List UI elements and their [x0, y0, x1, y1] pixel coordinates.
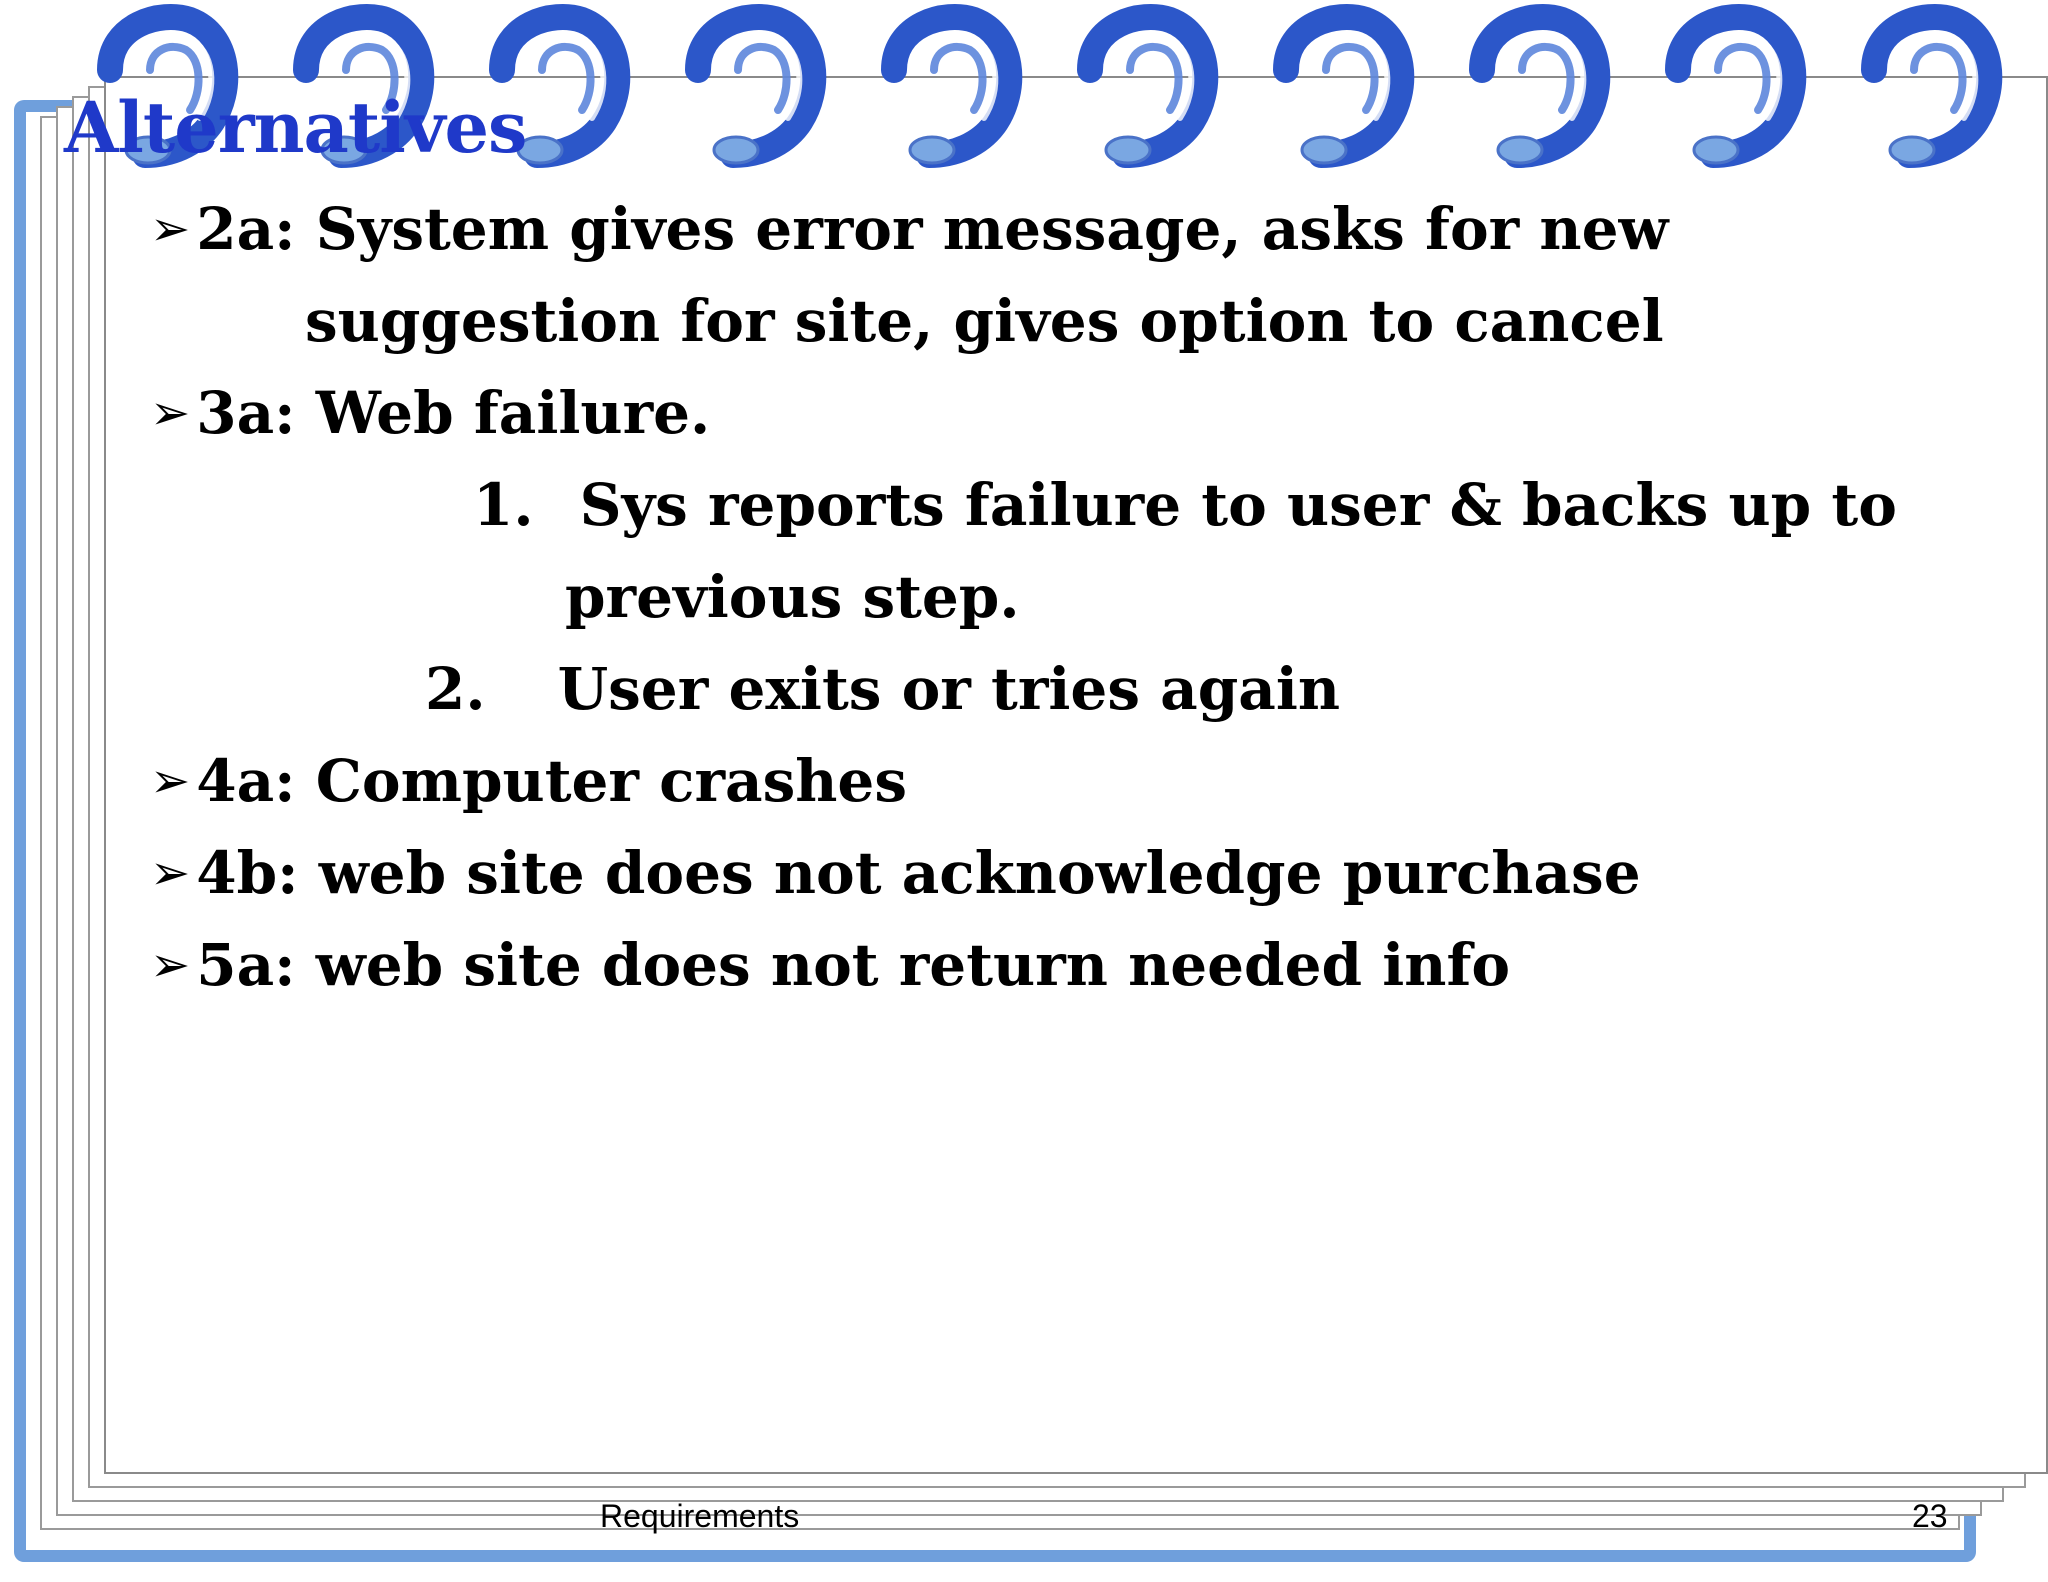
- arrowhead-bullet-icon: ➢: [150, 937, 191, 993]
- page-number: 23: [1912, 1498, 1948, 1534]
- numbered-item: [425, 655, 1341, 723]
- list-item-continuation: suggestion for site, gives option to cancel: [305, 287, 1664, 355]
- numbered-item: [473, 471, 1897, 539]
- list-item: [150, 195, 1669, 263]
- list-item: [150, 747, 907, 815]
- arrowhead-bullet-icon: ➢: [150, 753, 191, 809]
- list-item-text: 5a: web site does not return needed info: [196, 931, 1511, 999]
- list-item: [150, 931, 1511, 999]
- item-number: 1.: [473, 471, 534, 539]
- list-item: [150, 379, 711, 447]
- numbered-item-continuation: previous step.: [565, 563, 1020, 631]
- item-number: 2.: [425, 655, 486, 723]
- list-item: [150, 839, 1641, 907]
- numbered-item-text: Sys reports failure to user & backs up to: [579, 471, 1897, 539]
- list-item-text: 4a: Computer crashes: [196, 747, 907, 815]
- arrowhead-bullet-icon: ➢: [150, 845, 191, 901]
- footer-label: Requirements: [600, 1498, 800, 1534]
- list-item-text: 2a: System gives error message, asks for new: [196, 195, 1669, 263]
- list-item-text: 4b: web site does not acknowledge purchase: [196, 839, 1641, 907]
- list-item-text: 3a: Web failure.: [196, 379, 711, 447]
- slide-title: Alternatives: [64, 86, 527, 169]
- numbered-item-text: User exits or tries again: [557, 655, 1341, 723]
- arrowhead-bullet-icon: ➢: [150, 385, 191, 441]
- arrowhead-bullet-icon: ➢: [150, 201, 191, 257]
